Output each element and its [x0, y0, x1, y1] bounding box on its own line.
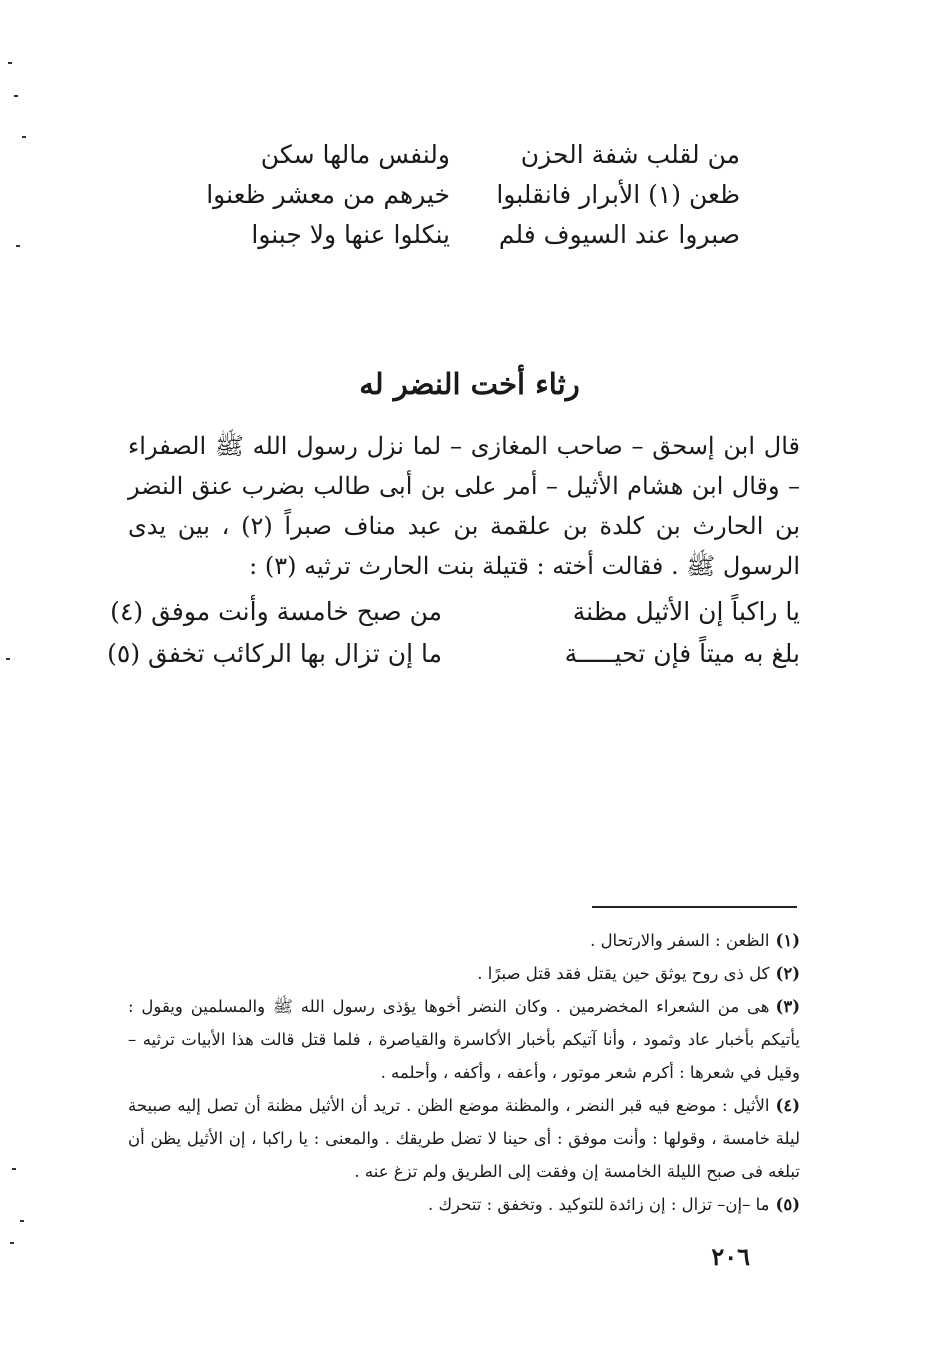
poem-verse: [107, 639, 800, 681]
footnote-number: (٥): [775, 1195, 800, 1214]
body-paragraph: [128, 426, 800, 586]
page-number: ٢٠٦: [711, 1242, 750, 1271]
scan-speck: [10, 1242, 14, 1244]
poem-verse: [200, 180, 740, 220]
verse-first-hemistich: يا راكباً إن الأثيل مظنة: [572, 597, 800, 626]
footnote-number: (٣): [775, 997, 800, 1016]
footnote-text: هى من الشعراء المخضرمين . وكان النضر أخوها يؤذى رسول الله ﷺ والمسلمين ويقول : يأتيكم بأخبار عاد وثمود ، وأنا آتيكم بأخبار الأكاسرة والقياصرة ، فلما قتل قالت هذا الأبيات ترثيه – وقيل في شعرها : أكرم شعر موتور ، وأعفه ، وأكفه ، وأحلمه .: [128, 997, 800, 1082]
footnote-number: (٤): [775, 1096, 800, 1115]
footnote-divider: [592, 906, 797, 908]
scan-speck: [22, 136, 26, 138]
footnote: [128, 957, 800, 990]
poem-verse: [200, 140, 740, 180]
footnote-text: الأثيل : موضع فيه قبر النضر ، والمظنة موضع الظن . تريد أن الأثيل مظنة أن تصل إليه صبيحة ليلة خامسة ، وقولها : وأنت موفق : أى حينا لا تضل طريقك . والمعنى : يا راكبا ، إن الأثيل يظن أن تبلغه فى صبح الليلة الخامسة إن وفقت إلى الطريق ولم تزغ عنه .: [128, 1096, 800, 1181]
footnote: [128, 1188, 800, 1221]
footnote-text: الظعن : السفر والارتحال .: [590, 931, 770, 950]
footnote: [128, 924, 800, 957]
verse-second-hemistich: ينكلوا عنها ولا جبنوا: [251, 220, 450, 249]
footnote-text: كل ذى روح يوثق حين يقتل فقد قتل صبرًا .: [477, 964, 770, 983]
footnote-number: (١): [775, 931, 800, 950]
verse-second-hemistich: ولنفس مالها سكن: [260, 140, 450, 169]
verse-second-hemistich: من صبح خامسة وأنت موفق (٤): [110, 597, 442, 626]
scan-speck: [6, 658, 10, 660]
verse-second-hemistich: ما إن تزال بها الركائب تخفق (٥): [107, 639, 442, 668]
elegy-poem: [107, 597, 800, 681]
scan-speck: [12, 1168, 16, 1170]
footnotes: [128, 924, 800, 1221]
verse-first-hemistich: ظعن (١) الأبرار فانقلبوا: [496, 180, 740, 209]
scan-speck: [16, 245, 20, 247]
section-title: رثاء أخت النضر له: [359, 367, 580, 401]
opening-poem: [200, 140, 740, 260]
poem-verse: [200, 220, 740, 260]
footnote-number: (٢): [775, 964, 800, 983]
scan-speck: [8, 62, 12, 64]
verse-second-hemistich: خيرهم من معشر ظعنوا: [206, 180, 450, 209]
verse-first-hemistich: من لقلب شفة الحزن: [520, 140, 740, 169]
verse-first-hemistich: بلغ به ميتاً فإن تحيـــــة: [564, 639, 800, 668]
poem-verse: [110, 597, 800, 639]
footnote: [128, 1089, 800, 1188]
scan-speck: [20, 1220, 24, 1222]
footnote-text: ما –إن– تزال : إن زائدة للتوكيد . وتخفق : تتحرك .: [427, 1195, 770, 1214]
body-text: قال ابن إسحق – صاحب المغازى – لما نزل رسول الله ﷺ الصفراء – وقال ابن هشام الأثيل – أمر على بن أبى طالب بضرب عنق النضر بن الحارث بن كلدة بن علقمة بن عبد مناف صبراً (٢) ، بين يدى الرسول ﷺ . فقالت أخته : قتيلة بنت الحارث ترثيه (٣) :: [128, 432, 801, 580]
verse-first-hemistich: صبروا عند السيوف فلم: [498, 220, 740, 249]
scan-speck: [14, 95, 18, 97]
footnote: [128, 990, 800, 1089]
